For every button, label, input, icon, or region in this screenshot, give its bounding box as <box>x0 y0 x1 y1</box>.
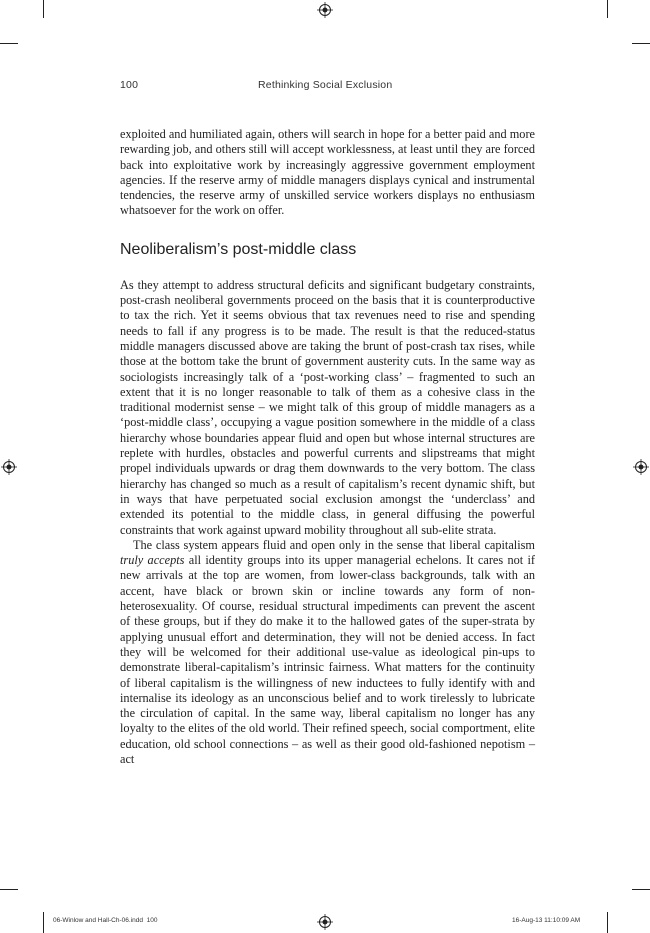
registration-mark-right-icon <box>633 459 649 475</box>
paragraph-2-lead: The class system appears fluid and open only in the sense that liberal capitalism <box>133 537 535 552</box>
page-body <box>120 127 535 767</box>
running-title: Rethinking Social Exclusion <box>258 79 393 91</box>
crop-mark-top-left-h <box>0 43 18 44</box>
slug-file <box>53 917 157 924</box>
running-head <box>120 79 535 93</box>
crop-mark-bottom-right-v <box>607 912 608 933</box>
crop-mark-bottom-right-h <box>632 889 650 890</box>
registration-mark-bottom-icon <box>317 914 333 930</box>
crop-mark-bottom-left-v <box>43 912 44 933</box>
crop-mark-top-right-h <box>632 43 650 44</box>
registration-mark-top-icon <box>317 2 333 18</box>
slug-filename: 06-Winlow and Hall-Ch-06.indd <box>53 917 143 924</box>
paragraph-2-rest: all identity groups into its upper managerial echelons. It cares not if new arrivals at the top are women, from lower-class backgrounds, talk with an accent, have black or brown skin or incline towards any form of non-heterosexuality. Of course, residual structural impediments can prevent the ascent of these groups, but if they do make it to the hallowed gates of the super-strata by applying unusual effort and determination, they will not be denied access. In fact they will be welcomed for their additional use-value as ideological pin-ups to demonstrate liberal-capitalism’s intrinsic fairness. What matters for the continuity of liberal capitalism is the willingness of new inductees to fully identify with and internalise its ideology as an unconscious belief and to work tirelessly to lubricate the circulation of capital. In the same way, liberal capitalism no longer has any loyalty to the elites of the old world. Their refined speech, social comportment, elite education, old school connections – as well as their good old-fashioned nepotism – act <box>120 553 536 766</box>
paragraph-2 <box>120 538 535 767</box>
paragraph-intro: exploited and humiliated again, others will search in hope for a better paid and more rewarding job, and others still will accept worklessness, at least until they are forced back into exploitative work by increasingly aggressive government employment agencies. If the reserve army of middle managers displays cynical and instrumental tendencies, the reserve army of unskilled service workers displays no enthusiasm whatsoever for the work on offer. <box>120 127 535 218</box>
crop-mark-top-left-v <box>43 0 44 18</box>
slug-page: 100 <box>146 917 158 924</box>
slug-timestamp: 16-Aug-13 11:10:09 AM <box>512 917 581 924</box>
crop-mark-top-right-v <box>607 0 608 18</box>
registration-mark-left-icon <box>1 459 17 475</box>
page-number: 100 <box>120 79 139 91</box>
paragraph-2-emphasis: truly accepts <box>120 553 185 568</box>
section-heading: Neoliberalism’s post-middle class <box>120 240 357 258</box>
paragraph-1: As they attempt to address structural deficits and significant budgetary constraints, post-crash neoliberal governments proceed on the basis that it is counterproductive to tax the rich. Yet it seems obvious that tax revenues need to rise and spending needs to fall if any progress is to be made. The result is that the reduced-status middle managers discussed above are taking the brunt of post-crash tax rises, while those at the bottom take the brunt of government austerity cuts. In the same way as sociologists increasingly talk of a ‘post-working class’ – fragmented to such an extent that it is no longer reasonable to talk of them as a cohesive class in the traditional modernist sense – we might talk of this group of middle managers as a ‘post-middle class’, occupying a vague position somewhere in the middle of a class hierarchy whose boundaries appear fluid and open but whose internal structures are replete with hurdles, obstacles and powerful currents and slipstreams that might propel individuals upwards or drag them downwards to the very bottom. The class hierarchy has changed so much as a result of capitalism’s recent dynamic shift, but in ways that have perpetuated social exclusion amongst the ‘underclass’ and extended its potential to the middle class, in general diffusing the powerful constraints that work against upward mobility throughout all sub-elite strata. <box>120 277 535 537</box>
crop-mark-bottom-left-h <box>0 889 18 890</box>
